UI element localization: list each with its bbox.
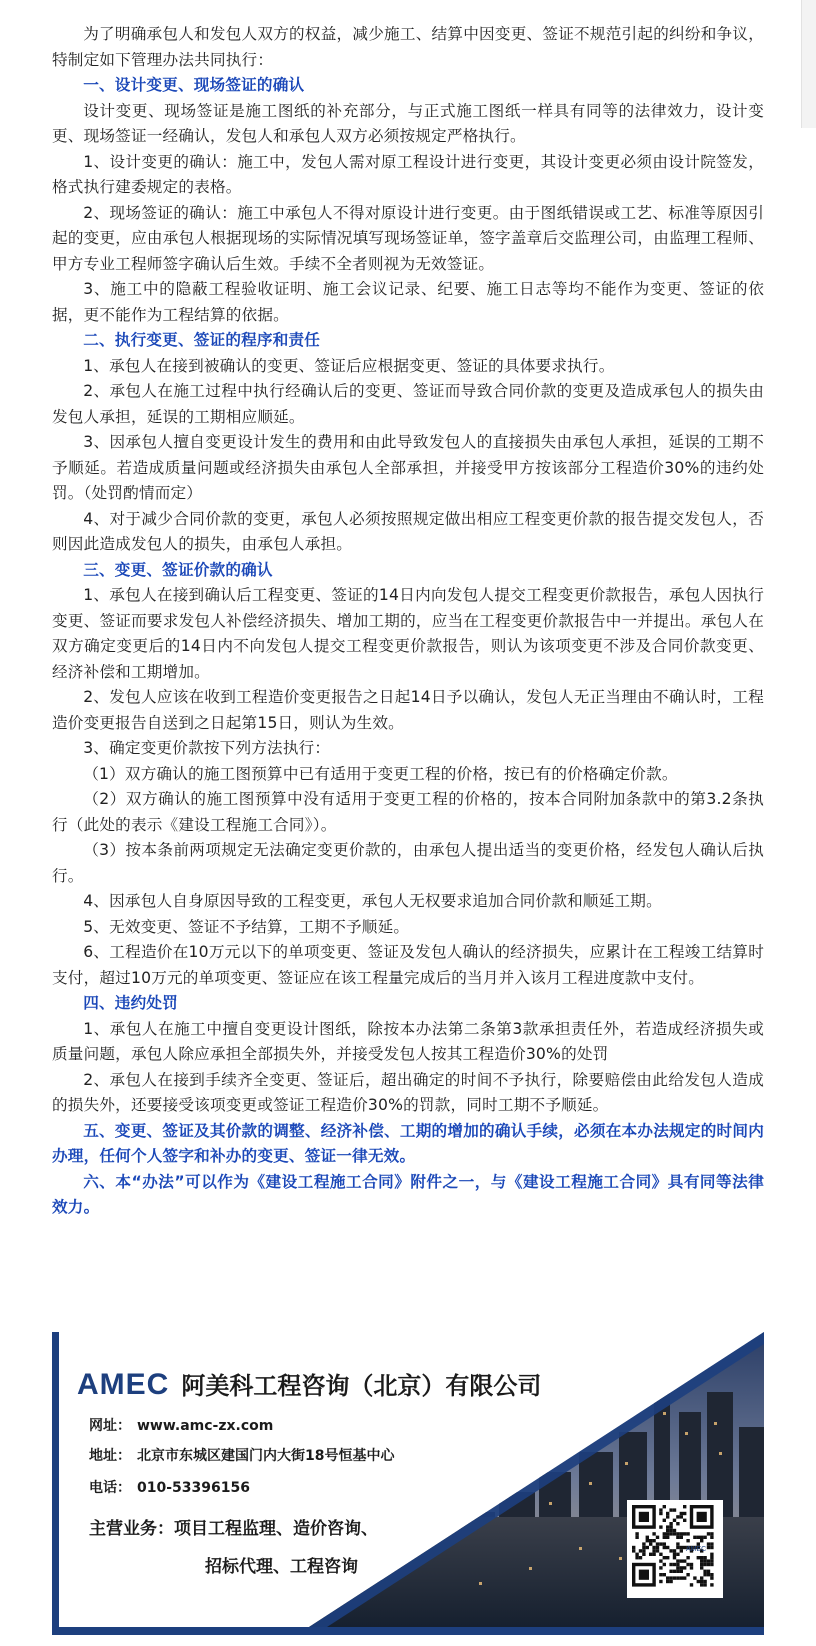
paragraph: 1、承包人在接到被确认的变更、签证后应根据变更、签证的具体要求执行。 <box>83 356 615 375</box>
paragraph: 6、工程造价在10万元以下的单项变更、签证及发包人确认的经济损失，应累计在工程竣工结算时支付，超过10万元的单项变更、签证应在该工程量完成后的当月并入该月工程进度款中支付。 <box>52 943 764 987</box>
company-name: 阿美科工程咨询（北京）有限公司 <box>181 1372 542 1400</box>
phone-row <box>89 1478 250 1498</box>
paragraph: 1、设计变更的确认：施工中，发包人需对原工程设计进行变更，其设计变更必须由设计院签发，格式执行建委规定的表格。 <box>52 152 764 196</box>
website-value[interactable]: www.amc-zx.com <box>137 1418 274 1434</box>
address-row <box>89 1446 394 1466</box>
paragraph: 2、发包人应该在收到工程造价变更报告之日起14日予以确认，发包人无正当理由不确认时，工程造价变更报告自送到之日起第15日，则认为生效。 <box>52 688 764 732</box>
paragraph: （3）按本条前两项规定无法确定变更价款的，由承包人提出适当的变更价格，经发包人确认后执行。 <box>52 841 764 885</box>
address-value: 北京市东城区建国门内大街18号恒基中心 <box>137 1448 395 1464</box>
paragraph: 4、因承包人自身原因导致的工程变更，承包人无权要求追加合同价款和顺延工期。 <box>83 892 662 910</box>
company-banner <box>52 1332 764 1635</box>
paragraph: 2、承包人在接到手续齐全变更、签证后，超出确定的时间不予执行，除要赔偿由此给发包人造成的损失外，还要接受该项变更或签证工程造价30%的罚款，同时工期不予顺延。 <box>52 1070 764 1114</box>
phone-label: 电话： <box>89 1480 131 1496</box>
qr-code[interactable] <box>627 1500 723 1598</box>
paragraph: （1）双方确认的施工图预算中已有适用于变更工程的价格，按已有的价格确定价款。 <box>83 764 678 783</box>
paragraph: 2、承包人在施工过程中执行经确认后的变更、签证而导致合同价款的变更及造成承包人的损失由发包人承担，延误的工期相应顺延。 <box>52 382 764 426</box>
website-label: 网址： <box>89 1418 131 1434</box>
paragraph: （2）双方确认的施工图预算中没有适用于变更工程的价格的，按本合同附加条款中的第3.2条执行（此处的表示《建设工程施工合同》）。 <box>52 790 764 834</box>
paragraph: 2、现场签证的确认：施工中承包人不得对原设计进行变更。由于图纸错误或工艺、标准等原因引起的变更，应由承包人根据现场的实际情况填写现场签证单，签字盖章后交监理公司，由监理工程师、甲方专业工程师签字确认后生效。手续不全者则视为无效签证。 <box>52 203 764 273</box>
qr-code-icon <box>632 1505 718 1593</box>
scrollbar[interactable] <box>801 0 816 128</box>
paragraph: 设计变更、现场签证是施工图纸的补充部分，与正式施工图纸一样具有同等的法律效力，设计变更、现场签证一经确认，发包人和承包人双方必须按规定严格执行。 <box>52 101 764 145</box>
paragraph: 为了明确承包人和发包人双方的权益，减少施工、结算中因变更、签证不规范引起的纠纷和争议，特制定如下管理办法共同执行： <box>52 25 764 69</box>
logo-mark: AMEC <box>77 1368 170 1401</box>
paragraph: 3、施工中的隐蔽工程验收证明、施工会议记录、纪要、施工日志等均不能作为变更、签证的依据，更不能作为工程结算的依据。 <box>52 280 764 324</box>
business-line-2: 招标代理、工程咨询 <box>205 1557 358 1577</box>
section-heading: 一、设计变更、现场签证的确认 <box>83 76 305 94</box>
paragraph: 5、无效变更、签证不予结算，工期不予顺延。 <box>83 917 410 936</box>
paragraph: 1、承包人在接到确认后工程变更、签证的14日内向发包人提交工程变更价款报告，承包人因执行变更、签证而要求发包人补偿经济损失、增加工期的，应当在工程变更价款报告中一并提出。承包人在双方确定变更后的14日内不向发包人提交工程变更价款报告，则认为该项变更不涉及合同价款变更、经济补偿和工期增加。 <box>52 586 764 681</box>
website-row <box>89 1416 273 1436</box>
article-body <box>52 22 764 1221</box>
paragraph: 1、承包人在施工中擅自变更设计图纸，除按本办法第二条第3款承担责任外，若造成经济损失或质量问题，承包人除应承担全部损失外，并接受发包人按其工程造价30%的处罚 <box>52 1019 764 1063</box>
business-line-1: 主营业务：项目工程监理、造价咨询、 <box>89 1519 378 1539</box>
company-logo <box>77 1368 541 1403</box>
address-label: 地址： <box>89 1448 131 1464</box>
section-heading: 三、变更、签证价款的确认 <box>83 560 273 579</box>
section-heading: 二、执行变更、签证的程序和责任 <box>83 331 321 349</box>
paragraph: 4、对于减少合同价款的变更，承包人必须按照规定做出相应工程变更价款的报告提交发包人，否则因此造成发包人的损失，由承包人承担。 <box>52 509 764 553</box>
paragraph: 3、确定变更价款按下列方法执行： <box>83 739 331 757</box>
bold-clause: 五、变更、签证及其价款的调整、经济补偿、工期的增加的确认手续，必须在本办法规定的时间内办理，任何个人签字和补办的变更、签证一律无效。 <box>52 1121 764 1165</box>
bold-clause: 六、本“办法”可以作为《建设工程施工合同》附件之一，与《建设工程施工合同》具有同等法律效力。 <box>52 1172 764 1216</box>
section-heading: 四、违约处罚 <box>83 994 178 1012</box>
qr-caption: AMEC <box>686 1546 707 1553</box>
paragraph: 3、因承包人擅自变更设计发生的费用和由此导致发包人的直接损失由承包人承担，延误的工期不予顺延。若造成质量问题或经济损失由承包人全部承担，并接受甲方按该部分工程造价30%的违约处罚。（处罚酌情而定） <box>52 433 764 502</box>
phone-value: 010-53396156 <box>137 1480 250 1496</box>
